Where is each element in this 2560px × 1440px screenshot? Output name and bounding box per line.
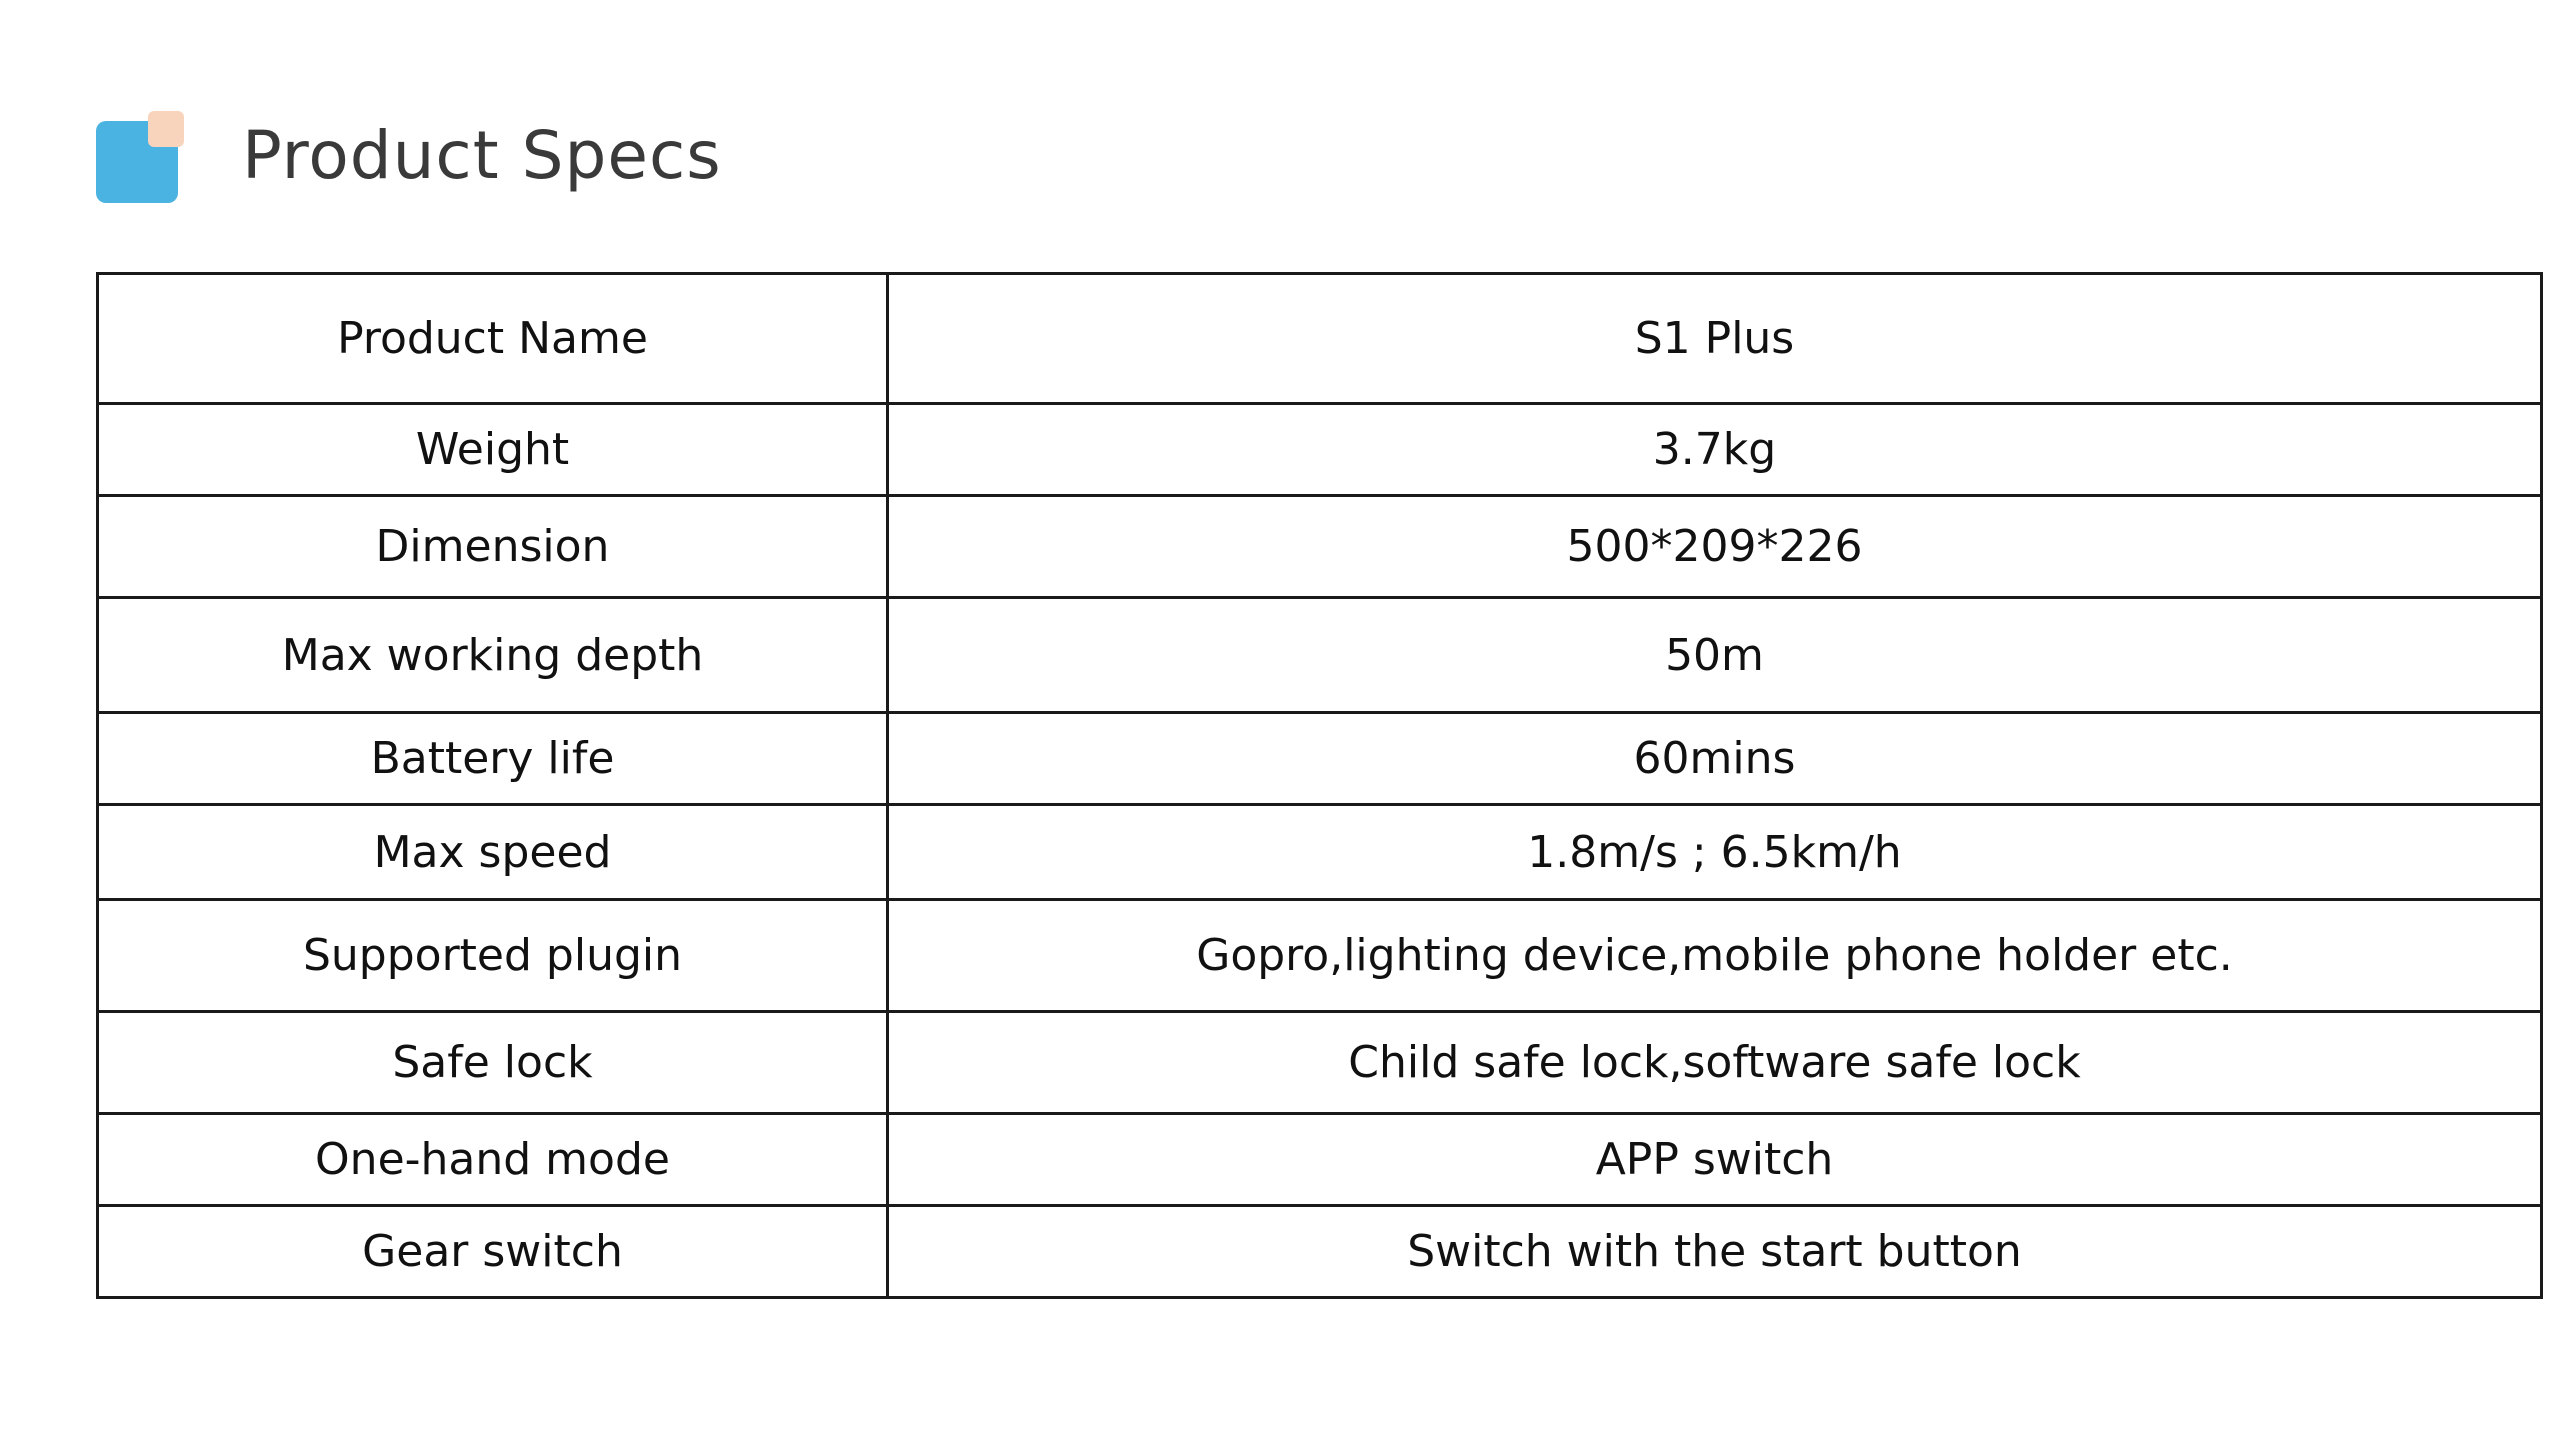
spec-value: APP switch [888, 1114, 2542, 1206]
page-title: Product Specs [242, 116, 722, 194]
table-row [98, 805, 2542, 900]
spec-label: Product Name [98, 274, 888, 404]
table-row [98, 1206, 2542, 1298]
table-row [98, 900, 2542, 1012]
spec-value: 60mins [888, 713, 2542, 805]
spec-value: Switch with the start button [888, 1206, 2542, 1298]
spec-value: Gopro,lighting device,mobile phone holder etc. [888, 900, 2542, 1012]
spec-label: Gear switch [98, 1206, 888, 1298]
table-row [98, 1114, 2542, 1206]
specs-table [96, 272, 2543, 1299]
spec-value: 50m [888, 598, 2542, 713]
spec-label: Weight [98, 404, 888, 496]
spec-label: Safe lock [98, 1012, 888, 1114]
spec-label: Max working depth [98, 598, 888, 713]
logo-icon [96, 105, 184, 205]
table-row [98, 496, 2542, 598]
spec-label: Max speed [98, 805, 888, 900]
table-row [98, 1012, 2542, 1114]
spec-value: Child safe lock,software safe lock [888, 1012, 2542, 1114]
table-row [98, 274, 2542, 404]
table-row [98, 404, 2542, 496]
spec-value: 500*209*226 [888, 496, 2542, 598]
table-row [98, 598, 2542, 713]
spec-label: Dimension [98, 496, 888, 598]
spec-value: 3.7kg [888, 404, 2542, 496]
spec-label: Battery life [98, 713, 888, 805]
table-row [98, 713, 2542, 805]
spec-value: 1.8m/s ; 6.5km/h [888, 805, 2542, 900]
logo-accent-icon [148, 111, 184, 147]
spec-label: One-hand mode [98, 1114, 888, 1206]
page-header [96, 100, 722, 210]
spec-label: Supported plugin [98, 900, 888, 1012]
spec-value: S1 Plus [888, 274, 2542, 404]
